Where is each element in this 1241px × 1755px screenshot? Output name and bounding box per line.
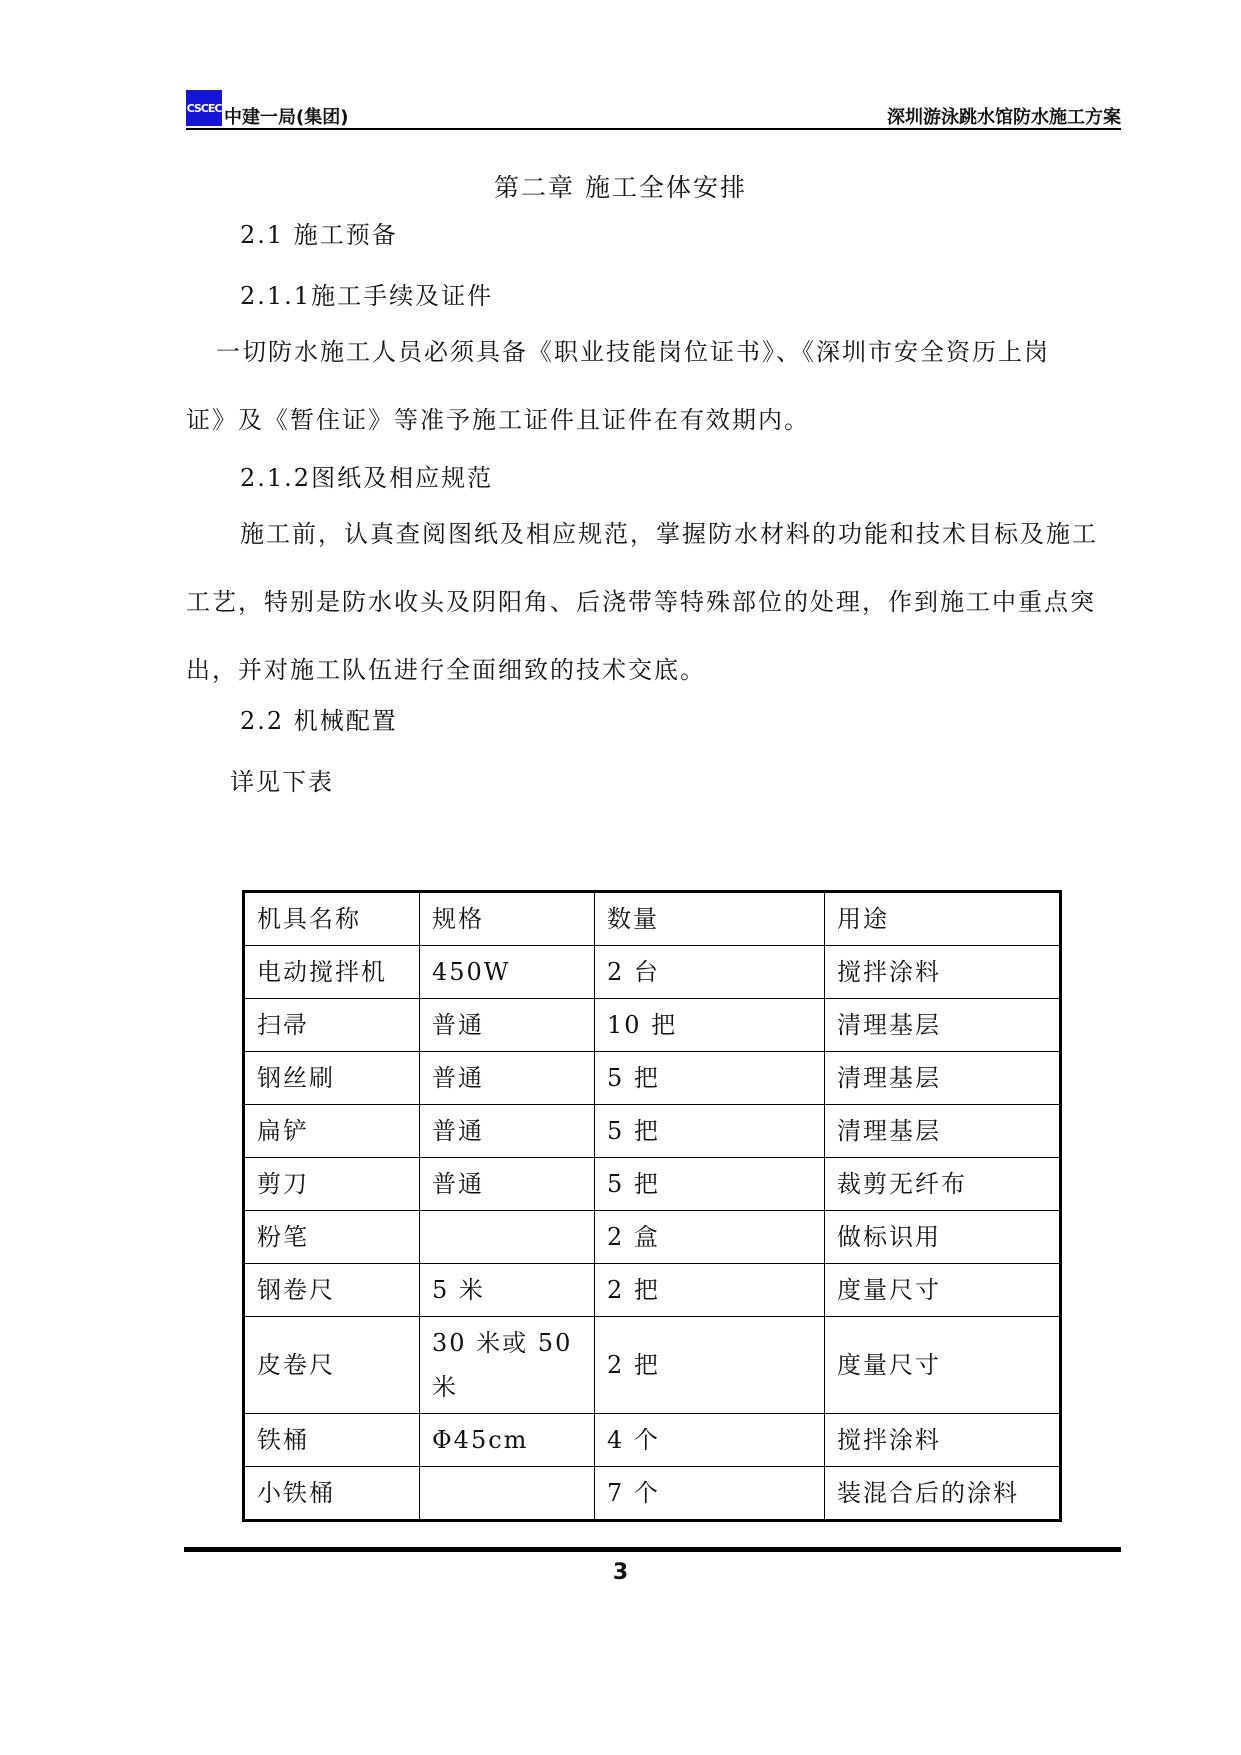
table-row [244, 1052, 1061, 1105]
page-number: 3 [612, 1560, 629, 1585]
section-heading-2-1-1: 2.1.1施工手续及证件 [240, 282, 494, 310]
cell-quantity: 2 把 [595, 1264, 825, 1317]
company-logo [186, 90, 222, 126]
cell-purpose: 度量尺寸 [825, 1317, 1061, 1414]
cell-quantity: 2 盒 [595, 1211, 825, 1264]
chapter-title: 第二章 施工全体安排 [494, 173, 747, 202]
table-row [244, 1211, 1061, 1264]
paragraph-line: 施工前，认真查阅图纸及相应规范，掌握防水材料的功能和技术目标及施工 [240, 520, 1098, 548]
section-heading-2-1-2: 2.1.2图纸及相应规范 [240, 464, 494, 492]
cell-purpose: 裁剪无纤布 [825, 1158, 1061, 1211]
table-row [244, 999, 1061, 1052]
cell-name: 皮卷尺 [244, 1317, 420, 1414]
logo-mark: CSCEC [186, 101, 222, 115]
table-row [244, 1158, 1061, 1211]
see-table-note: 详见下表 [230, 768, 334, 796]
cell-spec: 普通 [420, 1158, 595, 1211]
cell-name: 电动搅拌机 [244, 946, 420, 999]
paragraph-line: 一切防水施工人员必须具备《职业技能岗位证书》、《深圳市安全资历上岗 [216, 338, 1050, 366]
cell-spec [420, 1211, 595, 1264]
cell-spec [420, 1467, 595, 1521]
cell-spec: 普通 [420, 1052, 595, 1105]
cell-name: 粉笔 [244, 1211, 420, 1264]
cell-purpose: 清理基层 [825, 1105, 1061, 1158]
cell-quantity: 10 把 [595, 999, 825, 1052]
cell-purpose: 清理基层 [825, 1052, 1061, 1105]
cell-purpose: 搅拌涂料 [825, 946, 1061, 999]
cell-name: 小铁桶 [244, 1467, 420, 1521]
cell-name: 铁桶 [244, 1414, 420, 1467]
cell-spec: 普通 [420, 999, 595, 1052]
table-row [244, 1467, 1061, 1521]
cell-quantity: 2 台 [595, 946, 825, 999]
cell-spec: 30 米或 50 米 [420, 1317, 595, 1414]
section-heading-2-1: 2.1 施工预备 [240, 221, 398, 249]
footer-divider [184, 1547, 1121, 1552]
cell-name: 剪刀 [244, 1158, 420, 1211]
paragraph-line: 出，并对施工队伍进行全面细致的技术交底。 [186, 656, 706, 684]
page-header [186, 90, 1121, 130]
cell-spec: Φ45cm [420, 1414, 595, 1467]
cell-spec: 5 米 [420, 1264, 595, 1317]
paragraph-line: 工艺，特别是防水收头及阴阳角、后浇带等特殊部位的处理，作到施工中重点突 [186, 588, 1096, 616]
cell-quantity: 5 把 [595, 1052, 825, 1105]
cell-purpose: 清理基层 [825, 999, 1061, 1052]
cell-quantity: 4 个 [595, 1414, 825, 1467]
header-cell-name: 机具名称 [244, 892, 420, 946]
equipment-table [242, 890, 1062, 1522]
cell-purpose: 搅拌涂料 [825, 1414, 1061, 1467]
cell-name: 钢卷尺 [244, 1264, 420, 1317]
table-header-row [244, 892, 1061, 946]
paragraph-drawings [186, 500, 1121, 704]
header-cell-quantity: 数量 [595, 892, 825, 946]
document-title: 深圳游泳跳水馆防水施工方案 [887, 107, 1121, 128]
table-row [244, 1105, 1061, 1158]
table-row [244, 946, 1061, 999]
paragraph-line: 证》及《暂住证》等准予施工证件且证件在有效期内。 [186, 406, 810, 434]
cell-name: 钢丝刷 [244, 1052, 420, 1105]
cell-spec: 普通 [420, 1105, 595, 1158]
cell-spec: 450W [420, 946, 595, 999]
header-divider [186, 128, 1121, 130]
table-row [244, 1414, 1061, 1467]
header-cell-purpose: 用途 [825, 892, 1061, 946]
paragraph-certificates [186, 318, 1121, 454]
table-row [244, 1317, 1061, 1414]
cell-purpose: 度量尺寸 [825, 1264, 1061, 1317]
header-cell-spec: 规格 [420, 892, 595, 946]
cell-quantity: 2 把 [595, 1317, 825, 1414]
cell-name: 扫帚 [244, 999, 420, 1052]
cell-purpose: 做标识用 [825, 1211, 1061, 1264]
cell-quantity: 5 把 [595, 1158, 825, 1211]
section-heading-2-2: 2.2 机械配置 [240, 707, 398, 735]
cell-name: 扁铲 [244, 1105, 420, 1158]
table-row [244, 1264, 1061, 1317]
cell-purpose: 装混合后的涂料 [825, 1467, 1061, 1521]
cell-quantity: 7 个 [595, 1467, 825, 1521]
company-name: 中建一局(集团) [224, 107, 349, 128]
cell-quantity: 5 把 [595, 1105, 825, 1158]
